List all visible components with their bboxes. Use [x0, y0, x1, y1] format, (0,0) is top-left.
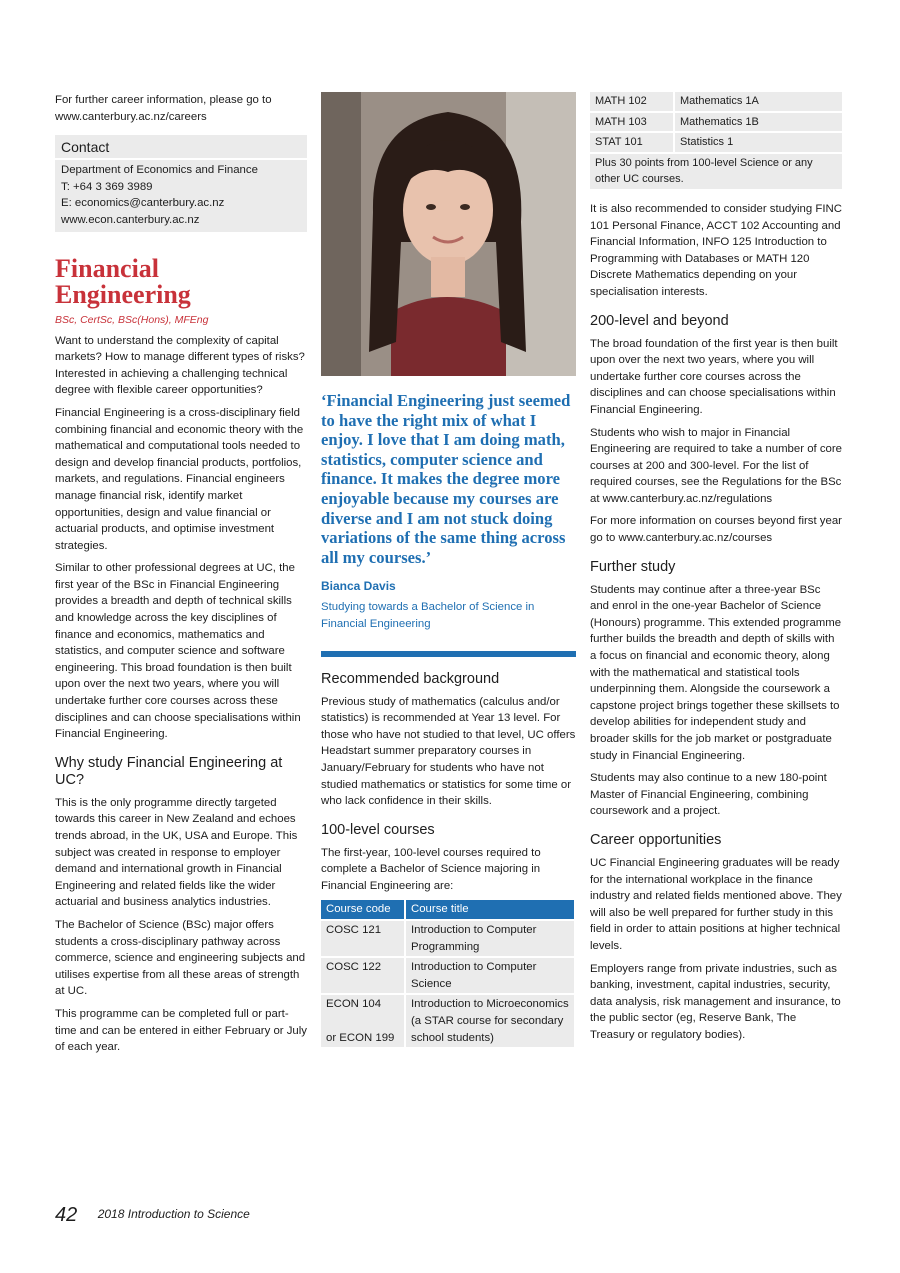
section-divider — [321, 651, 576, 657]
contact-department: Department of Economics and Finance — [61, 164, 258, 177]
body-paragraph: Employers range from private industries, such as banking, investment, capital industries, security, data analysis, risk management and insurance, to the public sector (eg, Reserve Bank, The Treasury or regulatory bodies). — [590, 962, 841, 1041]
quote-author-name: Bianca Davis — [321, 579, 396, 594]
quote-author-role: Studying towards a Bachelor of Science in Financial Engineering — [321, 601, 535, 630]
middle-column — [321, 92, 576, 1047]
left-column — [55, 92, 307, 1062]
courses-intro: The first-year, 100-level courses required to complete a Bachelor of Science majoring in Financial Engineering are: — [321, 846, 541, 892]
course-title: Statistics 1 — [674, 132, 842, 153]
career-opportunities-heading: Career opportunities — [590, 831, 722, 848]
page-footer — [55, 1204, 250, 1227]
title-line-1: Financial — [55, 253, 160, 283]
body-paragraph: UC Financial Engineering graduates will be ready for the international workplace in the finance industry and related fields mentioned above. They will also be well prepared for further study in this field in order to attain positions at higher technical levels. — [590, 856, 842, 952]
course-title: Introduction to Computer Programming — [405, 920, 574, 957]
table-row — [590, 92, 842, 112]
contact-website[interactable]: www.econ.canterbury.ac.nz — [61, 213, 200, 226]
course-title: Mathematics 1A — [674, 92, 842, 112]
publication-title: 2018 Introduction to Science — [97, 1207, 250, 1221]
level-200-heading: 200-level and beyond — [590, 312, 729, 329]
course-code: MATH 103 — [590, 112, 674, 133]
body-paragraph: Similar to other professional degrees at UC, the first year of the BSc in Financial Engineering provides a breadth and depth of technical skills and knowledge across the key disciplines of finance and economics, mathematics and statistics, and computer science and software engineering. This broad foundation is then built upon over the next two years, where you will undertake further core courses across these disciplines and can choose specialisations within Financial Engineering. — [55, 562, 301, 741]
course-code: MATH 102 — [590, 92, 674, 112]
body-paragraph: Financial Engineering is a cross-disciplinary field combining financial and economic theory with the mathematical and computational tools needed to design and develop financial products, portfolios, markets, and regulations. Financial engineers manage financial risk, identify market opportunities, design and value financial or actuarial products, and optimise investment strategies. — [55, 406, 304, 552]
maths-courses-table — [590, 92, 842, 191]
body-paragraph: This programme can be completed full or part-time and can be entered in either February or July of each year. — [55, 1007, 307, 1054]
column-header-code: Course code — [321, 900, 405, 920]
body-paragraph: Students may continue after a three-year BSc and enrol in the one-year Bachelor of Science (Honours) programme. This extended programme further builds the breadth and depth of skills with a focus on financial and economic theory, along with the mathematical and statistical tools underpinning them. Alongside the coursework a capstone project brings together these skillsets to develop abilities for independent study and broader skills for the job market or postgraduate study in Financial Engineering. — [590, 583, 842, 762]
body-paragraph: The broad foundation of the first year is then built upon over the next two years, where you will undertake further core courses across the disciplines and can choose specialisations within Financial Engineering. — [590, 337, 838, 416]
degree-list: BSc, CertSc, BSc(Hons), MFEng — [55, 313, 209, 326]
contact-heading: Contact — [55, 135, 307, 160]
right-column — [590, 92, 842, 1050]
body-paragraph: Students may also continue to a new 180-point Master of Financial Engineering, combining coursework and a project. — [590, 772, 827, 818]
table-row — [321, 957, 574, 994]
contact-details — [55, 160, 307, 231]
contact-email[interactable]: E: economics@canterbury.ac.nz — [61, 197, 225, 210]
table-header-row — [321, 900, 574, 920]
table-row — [590, 112, 842, 133]
body-paragraph: For more information on courses beyond first year go to www.canterbury.ac.nz/courses — [590, 515, 842, 545]
courses-table — [321, 900, 574, 1047]
course-code-alternative: or ECON 199 — [326, 1031, 395, 1044]
course-note: Plus 30 points from 100-level Science or any other UC courses. — [590, 153, 842, 190]
body-paragraph: Students who wish to major in Financial Engineering are required to take a number of core courses at 200 and 300-level. For the list of required courses, see the Regulations for the BSc at www.canterbury.ac.nz/regulations — [590, 426, 843, 505]
table-row — [590, 153, 842, 190]
course-code: STAT 101 — [590, 132, 674, 153]
table-row — [321, 994, 574, 1047]
course-code: COSC 121 — [321, 920, 405, 957]
student-portrait-illustration — [321, 92, 576, 376]
course-title-primary: Introduction to Microeconomics — [411, 998, 569, 1011]
page-number: 42 — [55, 1204, 78, 1226]
table-row — [321, 920, 574, 957]
course-code: COSC 122 — [321, 957, 405, 994]
course-title — [405, 994, 574, 1047]
careers-intro: For further career information, please go to www.canterbury.ac.nz/careers — [55, 94, 272, 123]
courses-heading: 100-level courses — [321, 821, 435, 838]
page-title — [55, 253, 307, 309]
recommended-electives: It is also recommended to consider studying FINC 101 Personal Finance, ACCT 102 Accounting and Financial Information, INFO 125 Introduction to Programming with Databases or MATH 120 Discrete Mathematics depending on your specialisation interests. — [590, 202, 842, 298]
course-title: Mathematics 1B — [674, 112, 842, 133]
table-row — [590, 132, 842, 153]
body-paragraph: The Bachelor of Science (BSc) major offers students a cross-disciplinary pathway across commerce, science and engineering subjects and utilises expertise from all these areas of strength at UC. — [55, 918, 306, 998]
course-title-alternative: (a STAR course for secondary school students) — [411, 1015, 564, 1044]
student-photo — [321, 92, 576, 376]
further-study-heading: Further study — [590, 558, 676, 575]
student-quote: ‘Financial Engineering just seemed to have the right mix of what I enjoy. I love that I am doing math, statistics, computer science and finance. It makes the degree more enjoyable because my courses are diverse and I am not stuck doing variations of the same thing across all my courses.’ — [321, 391, 571, 567]
recommended-background-text: Previous study of mathematics (calculus and/or statistics) is recommended at Year 13 level. For those who have not studied to that level, UC offers Headstart summer preparatory courses in January/February for students who have not studied mathematics or statistics for some time or who lack confidence in their skills. — [321, 695, 576, 808]
contact-phone: T: +64 3 369 3989 — [61, 180, 153, 193]
course-title: Introduction to Computer Science — [405, 957, 574, 994]
title-line-2: Engineering — [55, 279, 191, 309]
body-paragraph: This is the only programme directly targeted towards this career in New Zealand and echoes trends abroad, in the UK, USA and Europe. This subject was created in response to employer demand and international growth in Financial Engineering and related fields like the wider actuarial and business analytics industries. — [55, 796, 298, 909]
recommended-background-heading: Recommended background — [321, 670, 500, 687]
contact-box — [55, 135, 307, 231]
intro-paragraph: Want to understand the complexity of capital markets? How to manage different types of risks? Interested in achieving a challenging technical degree with flexible career opportunities? — [55, 334, 305, 397]
column-header-title: Course title — [405, 900, 574, 920]
course-code — [321, 994, 405, 1047]
course-code-primary: ECON 104 — [326, 998, 382, 1011]
why-study-heading: Why study Financial Engineering at UC? — [55, 754, 283, 788]
